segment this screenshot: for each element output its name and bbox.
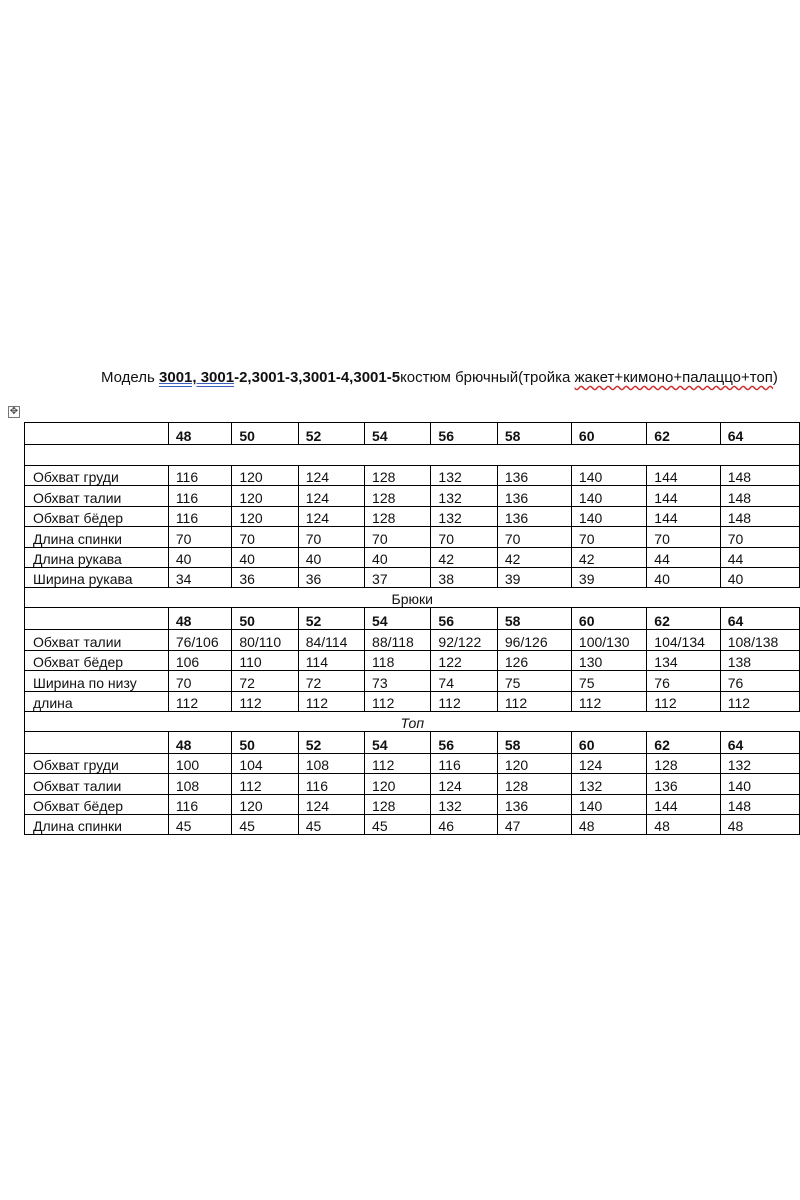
size-header-cell: 56 xyxy=(431,731,497,753)
table-cell: 112 xyxy=(720,691,799,711)
top-size-header-row xyxy=(25,731,800,753)
table-cell: 38 xyxy=(431,567,497,587)
table-cell: 45 xyxy=(365,815,431,835)
table-cell: 128 xyxy=(365,506,431,526)
size-header-cell: 60 xyxy=(571,608,646,630)
table-cell: 124 xyxy=(298,794,364,814)
table-cell: 132 xyxy=(571,774,646,794)
table-cell: 92/122 xyxy=(431,630,497,650)
table-cell: 116 xyxy=(168,486,232,506)
spacer-row xyxy=(25,445,800,466)
table-cell: 104/134 xyxy=(647,630,720,650)
table-cell: 80/110 xyxy=(232,630,298,650)
table-cell: 114 xyxy=(298,650,364,670)
table-cell: 112 xyxy=(365,691,431,711)
size-header-cell: 64 xyxy=(720,423,799,445)
row-label: Обхват бёдер xyxy=(25,650,169,670)
table-cell: 136 xyxy=(497,794,571,814)
table-cell: 116 xyxy=(298,774,364,794)
size-header-cell: 48 xyxy=(168,423,232,445)
table-cell: 132 xyxy=(720,753,799,773)
table-cell: 148 xyxy=(720,506,799,526)
table-cell: 40 xyxy=(647,567,720,587)
title-models-rest: -2,3001-3,3001-4,3001-5 xyxy=(234,369,401,386)
size-header-cell: 58 xyxy=(497,608,571,630)
table-cell: 70 xyxy=(571,527,646,547)
size-header-cell: 64 xyxy=(720,731,799,753)
size-header-cell: 64 xyxy=(720,608,799,630)
table-cell: 45 xyxy=(298,815,364,835)
table-cell: 132 xyxy=(431,486,497,506)
table-cell: 112 xyxy=(497,691,571,711)
size-header-cell: 54 xyxy=(365,423,431,445)
table-cell: 70 xyxy=(647,527,720,547)
size-header-cell: 54 xyxy=(365,731,431,753)
trousers-section-heading-cell xyxy=(25,588,800,608)
table-cell: 124 xyxy=(298,466,364,486)
row-label: Обхват талии xyxy=(25,630,169,650)
table-cell: 70 xyxy=(298,527,364,547)
row-label: Длина спинки xyxy=(25,527,169,547)
table-row xyxy=(25,794,800,814)
table-cell: 70 xyxy=(497,527,571,547)
table-cell: 120 xyxy=(497,753,571,773)
table-cell: 44 xyxy=(720,547,799,567)
table-cell: 112 xyxy=(232,774,298,794)
table-cell: 148 xyxy=(720,794,799,814)
table-cell: 72 xyxy=(298,671,364,691)
trousers-size-header-row xyxy=(25,608,800,630)
table-cell: 144 xyxy=(647,466,720,486)
table-cell: 148 xyxy=(720,486,799,506)
table-cell: 100/130 xyxy=(571,630,646,650)
trousers-section-heading-row xyxy=(25,588,800,608)
table-cell: 72 xyxy=(232,671,298,691)
table-cell: 70 xyxy=(168,527,232,547)
table-cell: 40 xyxy=(232,547,298,567)
title-items: жакет+кимоно+палаццо+топ xyxy=(574,369,773,386)
spacer-cell xyxy=(25,445,800,466)
table-cell: 75 xyxy=(571,671,646,691)
size-header-cell: 48 xyxy=(168,731,232,753)
table-row xyxy=(25,774,800,794)
table-cell: 134 xyxy=(647,650,720,670)
size-header-cell: 56 xyxy=(431,423,497,445)
table-cell: 70 xyxy=(168,671,232,691)
size-header-cell: 50 xyxy=(232,608,298,630)
table-cell: 108/138 xyxy=(720,630,799,650)
table-cell: 108 xyxy=(298,753,364,773)
table-cell: 70 xyxy=(431,527,497,547)
size-header-cell: 62 xyxy=(647,608,720,630)
table-cell: 76 xyxy=(647,671,720,691)
row-label: Ширина рукава xyxy=(25,567,169,587)
table-cell: 124 xyxy=(298,506,364,526)
size-header-cell: 62 xyxy=(647,731,720,753)
table-cell: 132 xyxy=(431,506,497,526)
row-label: Длина спинки xyxy=(25,815,169,835)
size-header-cell: 52 xyxy=(298,731,364,753)
title-description: костюм брючный(тройка xyxy=(400,369,575,386)
size-header-cell: 50 xyxy=(232,731,298,753)
title-close: ) xyxy=(772,369,778,386)
table-cell: 108 xyxy=(168,774,232,794)
table-cell: 144 xyxy=(647,794,720,814)
table-cell: 136 xyxy=(497,466,571,486)
table-cell: 45 xyxy=(232,815,298,835)
table-row xyxy=(25,753,800,773)
row-label: длина xyxy=(25,691,169,711)
table-cell: 42 xyxy=(571,547,646,567)
table-cell: 116 xyxy=(168,506,232,526)
empty-cell xyxy=(25,423,169,445)
table-row xyxy=(25,506,800,526)
table-row xyxy=(25,567,800,587)
row-label: Обхват талии xyxy=(25,774,169,794)
size-header-cell: 48 xyxy=(168,608,232,630)
table-cell: 110 xyxy=(232,650,298,670)
empty-cell xyxy=(25,608,169,630)
table-cell: 39 xyxy=(497,567,571,587)
table-cell: 76 xyxy=(720,671,799,691)
table-cell: 136 xyxy=(497,506,571,526)
size-header-cell: 60 xyxy=(571,731,646,753)
table-cell: 124 xyxy=(298,486,364,506)
title-models-bold: 3001, 3001 xyxy=(159,369,235,386)
table-cell: 46 xyxy=(431,815,497,835)
table-cell: 128 xyxy=(365,794,431,814)
table-cell: 96/126 xyxy=(497,630,571,650)
table-cell: 112 xyxy=(431,691,497,711)
table-cell: 120 xyxy=(232,506,298,526)
size-header-cell: 54 xyxy=(365,608,431,630)
table-cell: 138 xyxy=(720,650,799,670)
table-row xyxy=(25,486,800,506)
size-header-cell: 52 xyxy=(298,608,364,630)
table-cell: 122 xyxy=(431,650,497,670)
table-cell: 136 xyxy=(647,774,720,794)
table-cell: 34 xyxy=(168,567,232,587)
table-cell: 88/118 xyxy=(365,630,431,650)
table-cell: 140 xyxy=(571,506,646,526)
trousers-heading: Брюки xyxy=(391,591,433,608)
table-cell: 104 xyxy=(232,753,298,773)
table-cell: 132 xyxy=(431,794,497,814)
size-header-cell: 50 xyxy=(232,423,298,445)
table-cell: 120 xyxy=(365,774,431,794)
table-row xyxy=(25,691,800,711)
move-handle-icon[interactable]: ✥ xyxy=(9,406,19,417)
table-row xyxy=(25,815,800,835)
size-header-cell: 52 xyxy=(298,423,364,445)
table-cell: 136 xyxy=(497,486,571,506)
table-cell: 128 xyxy=(497,774,571,794)
table-cell: 42 xyxy=(431,547,497,567)
jacket-size-header-row xyxy=(25,423,800,445)
table-row xyxy=(25,466,800,486)
table-cell: 112 xyxy=(647,691,720,711)
size-table xyxy=(24,422,800,835)
table-cell: 144 xyxy=(647,486,720,506)
table-cell: 40 xyxy=(298,547,364,567)
empty-cell xyxy=(25,731,169,753)
table-cell: 120 xyxy=(232,486,298,506)
table-cell: 45 xyxy=(168,815,232,835)
title-prefix: Модель xyxy=(101,369,160,386)
row-label: Ширина по низу xyxy=(25,671,169,691)
table-cell: 39 xyxy=(571,567,646,587)
table-row xyxy=(25,527,800,547)
table-cell: 75 xyxy=(497,671,571,691)
table-cell: 120 xyxy=(232,466,298,486)
table-cell: 120 xyxy=(232,794,298,814)
table-cell: 73 xyxy=(365,671,431,691)
table-cell: 130 xyxy=(571,650,646,670)
table-cell: 118 xyxy=(365,650,431,670)
table-cell: 70 xyxy=(720,527,799,547)
table-cell: 100 xyxy=(168,753,232,773)
row-label: Обхват груди xyxy=(25,466,169,486)
table-cell: 48 xyxy=(647,815,720,835)
table-cell: 106 xyxy=(168,650,232,670)
table-cell: 140 xyxy=(571,466,646,486)
table-cell: 128 xyxy=(647,753,720,773)
table-cell: 124 xyxy=(571,753,646,773)
table-row xyxy=(25,671,800,691)
table-cell: 84/114 xyxy=(298,630,364,650)
table-cell: 70 xyxy=(365,527,431,547)
table-cell: 112 xyxy=(232,691,298,711)
table-row xyxy=(25,650,800,670)
table-cell: 74 xyxy=(431,671,497,691)
table-cell: 116 xyxy=(168,466,232,486)
size-header-cell: 58 xyxy=(497,423,571,445)
row-label: Длина рукава xyxy=(25,547,169,567)
table-cell: 40 xyxy=(720,567,799,587)
row-label: Обхват бёдер xyxy=(25,506,169,526)
document-title xyxy=(101,369,778,386)
table-cell: 112 xyxy=(365,753,431,773)
table-cell: 48 xyxy=(720,815,799,835)
row-label: Обхват талии xyxy=(25,486,169,506)
table-cell: 128 xyxy=(365,486,431,506)
table-cell: 116 xyxy=(431,753,497,773)
row-label: Обхват бёдер xyxy=(25,794,169,814)
table-cell: 126 xyxy=(497,650,571,670)
table-cell: 44 xyxy=(647,547,720,567)
table-cell: 112 xyxy=(298,691,364,711)
table-cell: 48 xyxy=(571,815,646,835)
table-cell: 128 xyxy=(365,466,431,486)
table-row xyxy=(25,630,800,650)
table-cell: 37 xyxy=(365,567,431,587)
table-cell: 40 xyxy=(365,547,431,567)
table-cell: 112 xyxy=(168,691,232,711)
top-section-heading-row xyxy=(25,711,800,731)
table-cell: 36 xyxy=(298,567,364,587)
table-cell: 36 xyxy=(232,567,298,587)
table-cell: 132 xyxy=(431,466,497,486)
table-cell: 140 xyxy=(571,794,646,814)
table-row xyxy=(25,547,800,567)
size-header-cell: 56 xyxy=(431,608,497,630)
table-cell: 144 xyxy=(647,506,720,526)
table-cell: 42 xyxy=(497,547,571,567)
table-cell: 116 xyxy=(168,794,232,814)
top-heading: Топ xyxy=(400,714,425,731)
table-cell: 76/106 xyxy=(168,630,232,650)
table-cell: 70 xyxy=(232,527,298,547)
size-header-cell: 62 xyxy=(647,423,720,445)
table-cell: 40 xyxy=(168,547,232,567)
row-label: Обхват груди xyxy=(25,753,169,773)
top-section-heading-cell xyxy=(25,711,800,731)
table-cell: 140 xyxy=(720,774,799,794)
table-cell: 148 xyxy=(720,466,799,486)
table-cell: 140 xyxy=(571,486,646,506)
table-cell: 47 xyxy=(497,815,571,835)
size-header-cell: 60 xyxy=(571,423,646,445)
table-cell: 112 xyxy=(571,691,646,711)
size-header-cell: 58 xyxy=(497,731,571,753)
table-cell: 124 xyxy=(431,774,497,794)
